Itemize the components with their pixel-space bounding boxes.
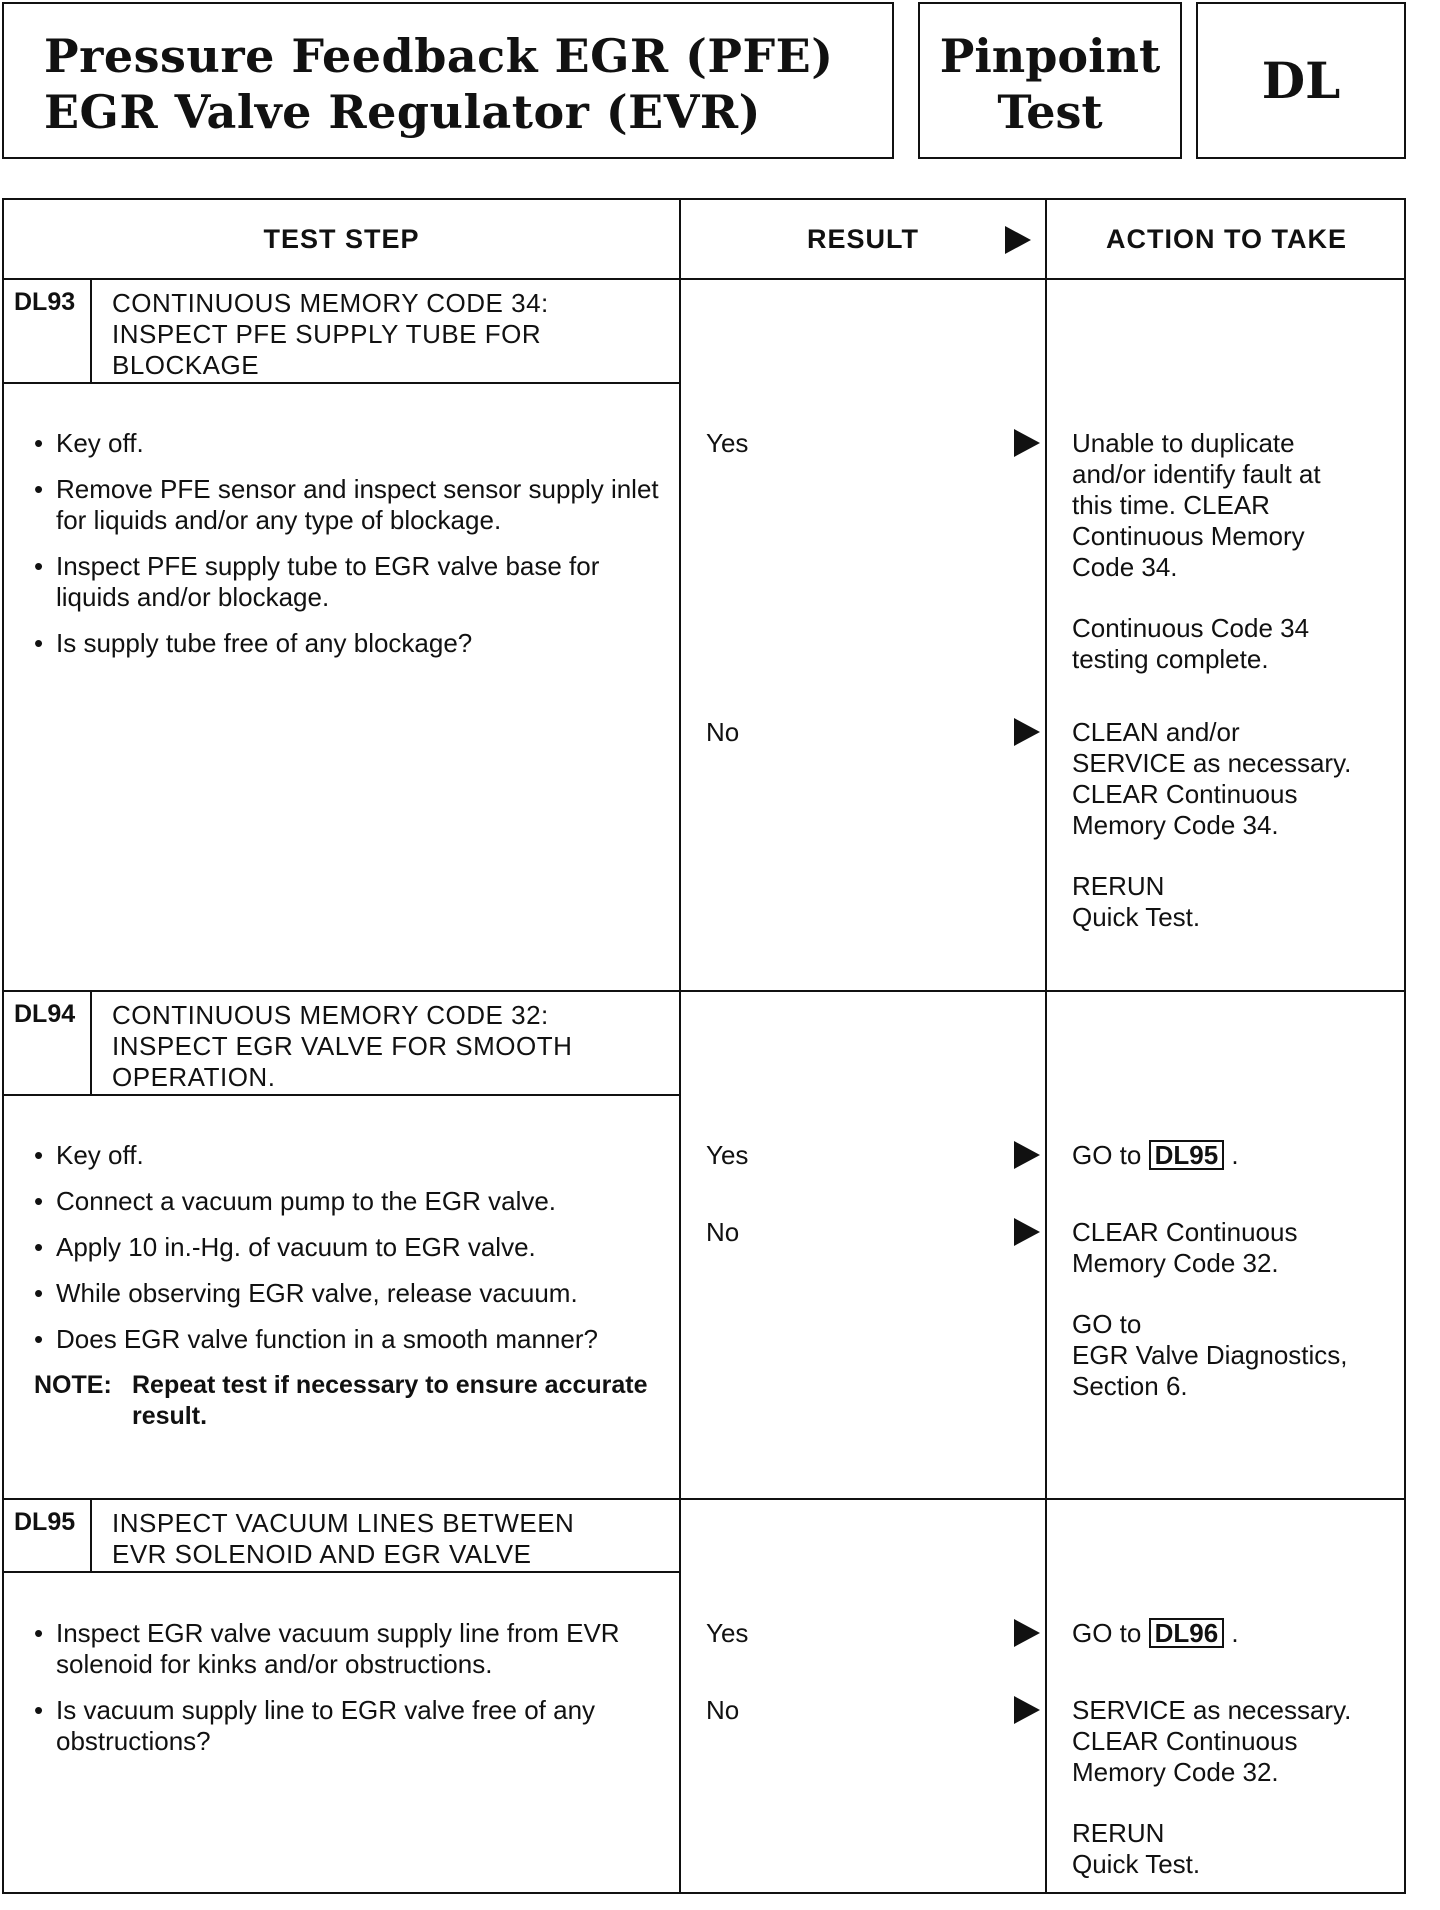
result-yes: Yes [706, 1618, 749, 1648]
arrow-right-icon [1014, 1619, 1040, 1647]
column-divider [1045, 200, 1047, 1892]
action-text: RERUN Quick Test. [1072, 1818, 1201, 1879]
arrow-right-icon [1005, 226, 1031, 254]
step-reference-dl95[interactable]: DL95 [1149, 1140, 1225, 1170]
action-text: CLEAR Continuous Memory Code 32. [1072, 1217, 1298, 1278]
result-no: No [706, 717, 740, 747]
step-header-dl95 [4, 1500, 679, 1573]
column-header-result-label: RESULT [807, 223, 919, 254]
step-id: DL93 [4, 280, 92, 382]
action-no-dl93 [1072, 717, 1402, 963]
page-title-line-1: Pressure Feedback EGR (PFE) [44, 29, 834, 83]
title-box [2, 2, 894, 159]
pinpoint-label: Pinpoint [939, 29, 1161, 83]
instruction-item: • Remove PFE sensor and inspect sensor supply inlet for liquids and/or any type of blockage. [34, 474, 664, 536]
action-no-dl95 [1072, 1695, 1402, 1910]
action-text: Continuous Code 34 testing complete. [1072, 613, 1310, 674]
column-divider [679, 200, 681, 1892]
action-yes-dl95 [1072, 1618, 1402, 1679]
step-title: INSPECT VACUUM LINES BETWEEN EVR SOLENOID AND EGR VALVE [112, 1508, 575, 1569]
note-text: Repeat test if necessary to ensure accurate result. [132, 1371, 648, 1430]
instruction-item: • Apply 10 in.-Hg. of vacuum to EGR valve. [34, 1232, 664, 1263]
step-reference-dl96[interactable]: DL96 [1149, 1618, 1225, 1648]
instruction-item: • Key off. [34, 428, 664, 459]
arrow-right-icon [1014, 1696, 1040, 1724]
instruction-item: • Inspect EGR valve vacuum supply line from EVR solenoid for kinks and/or obstructions. [34, 1618, 664, 1680]
go-to-label: GO to [1072, 1140, 1142, 1170]
step-instructions-dl93 [34, 428, 664, 674]
arrow-right-icon [1014, 1141, 1040, 1169]
pinpoint-test-box [918, 2, 1182, 159]
action-yes-dl93 [1072, 428, 1402, 705]
pinpoint-table [2, 198, 1406, 1894]
test-label: Test [997, 85, 1103, 139]
column-header-action: ACTION TO TAKE [1106, 223, 1347, 254]
step-instructions-dl95 [34, 1618, 664, 1772]
action-text: CLEAN and/or SERVICE as necessary. CLEAR Continuous Memory Code 34. [1072, 717, 1352, 840]
test-code-box [1196, 2, 1406, 159]
step-header-dl93 [4, 280, 679, 384]
test-code: DL [1261, 51, 1341, 110]
instruction-item: • Is vacuum supply line to EGR valve free of any obstructions? [34, 1695, 664, 1757]
note [34, 1370, 664, 1432]
arrow-right-icon [1014, 429, 1040, 457]
action-no-dl94 [1072, 1217, 1402, 1432]
go-to-suffix: . [1231, 1618, 1239, 1648]
go-to-suffix: . [1231, 1140, 1239, 1170]
action-go-to [1072, 1140, 1402, 1171]
instruction-item: • Does EGR valve function in a smooth manner? [34, 1324, 664, 1355]
action-text: GO to EGR Valve Diagnostics, Section 6. [1072, 1309, 1348, 1401]
action-text: RERUN Quick Test. [1072, 871, 1201, 932]
instruction-item: • Connect a vacuum pump to the EGR valve. [34, 1186, 664, 1217]
step-title: CONTINUOUS MEMORY CODE 34: INSPECT PFE SUPPLY TUBE FOR BLOCKAGE [112, 288, 549, 380]
result-yes: Yes [706, 1140, 749, 1170]
instruction-item: • Is supply tube free of any blockage? [34, 628, 664, 659]
column-header-test-step: TEST STEP [263, 223, 420, 254]
arrow-right-icon [1014, 718, 1040, 746]
note-label: NOTE: [34, 1371, 112, 1399]
result-no: No [706, 1217, 740, 1247]
instruction-item: • Inspect PFE supply tube to EGR valve base for liquids and/or blockage. [34, 551, 664, 613]
column-header-result [681, 200, 1045, 278]
action-yes-dl94 [1072, 1140, 1402, 1201]
page-title-line-2: EGR Valve Regulator (EVR) [44, 85, 761, 139]
go-to-label: GO to [1072, 1618, 1142, 1648]
action-go-to [1072, 1618, 1402, 1649]
step-title: CONTINUOUS MEMORY CODE 32: INSPECT EGR VALVE FOR SMOOTH OPERATION. [112, 1000, 573, 1092]
step-header-dl94 [4, 992, 679, 1096]
result-no: No [706, 1695, 740, 1725]
arrow-right-icon [1014, 1218, 1040, 1246]
step-instructions-dl94 [34, 1140, 664, 1432]
instruction-item: • While observing EGR valve, release vacuum. [34, 1278, 664, 1309]
step-id: DL95 [4, 1500, 92, 1571]
result-yes: Yes [706, 428, 749, 458]
step-id: DL94 [4, 992, 92, 1094]
action-text: Unable to duplicate and/or identify fault at this time. CLEAR Continuous Memory Code 34. [1072, 428, 1321, 582]
action-text: SERVICE as necessary. CLEAR Continuous Memory Code 32. [1072, 1695, 1352, 1787]
instruction-item: • Key off. [34, 1140, 664, 1171]
